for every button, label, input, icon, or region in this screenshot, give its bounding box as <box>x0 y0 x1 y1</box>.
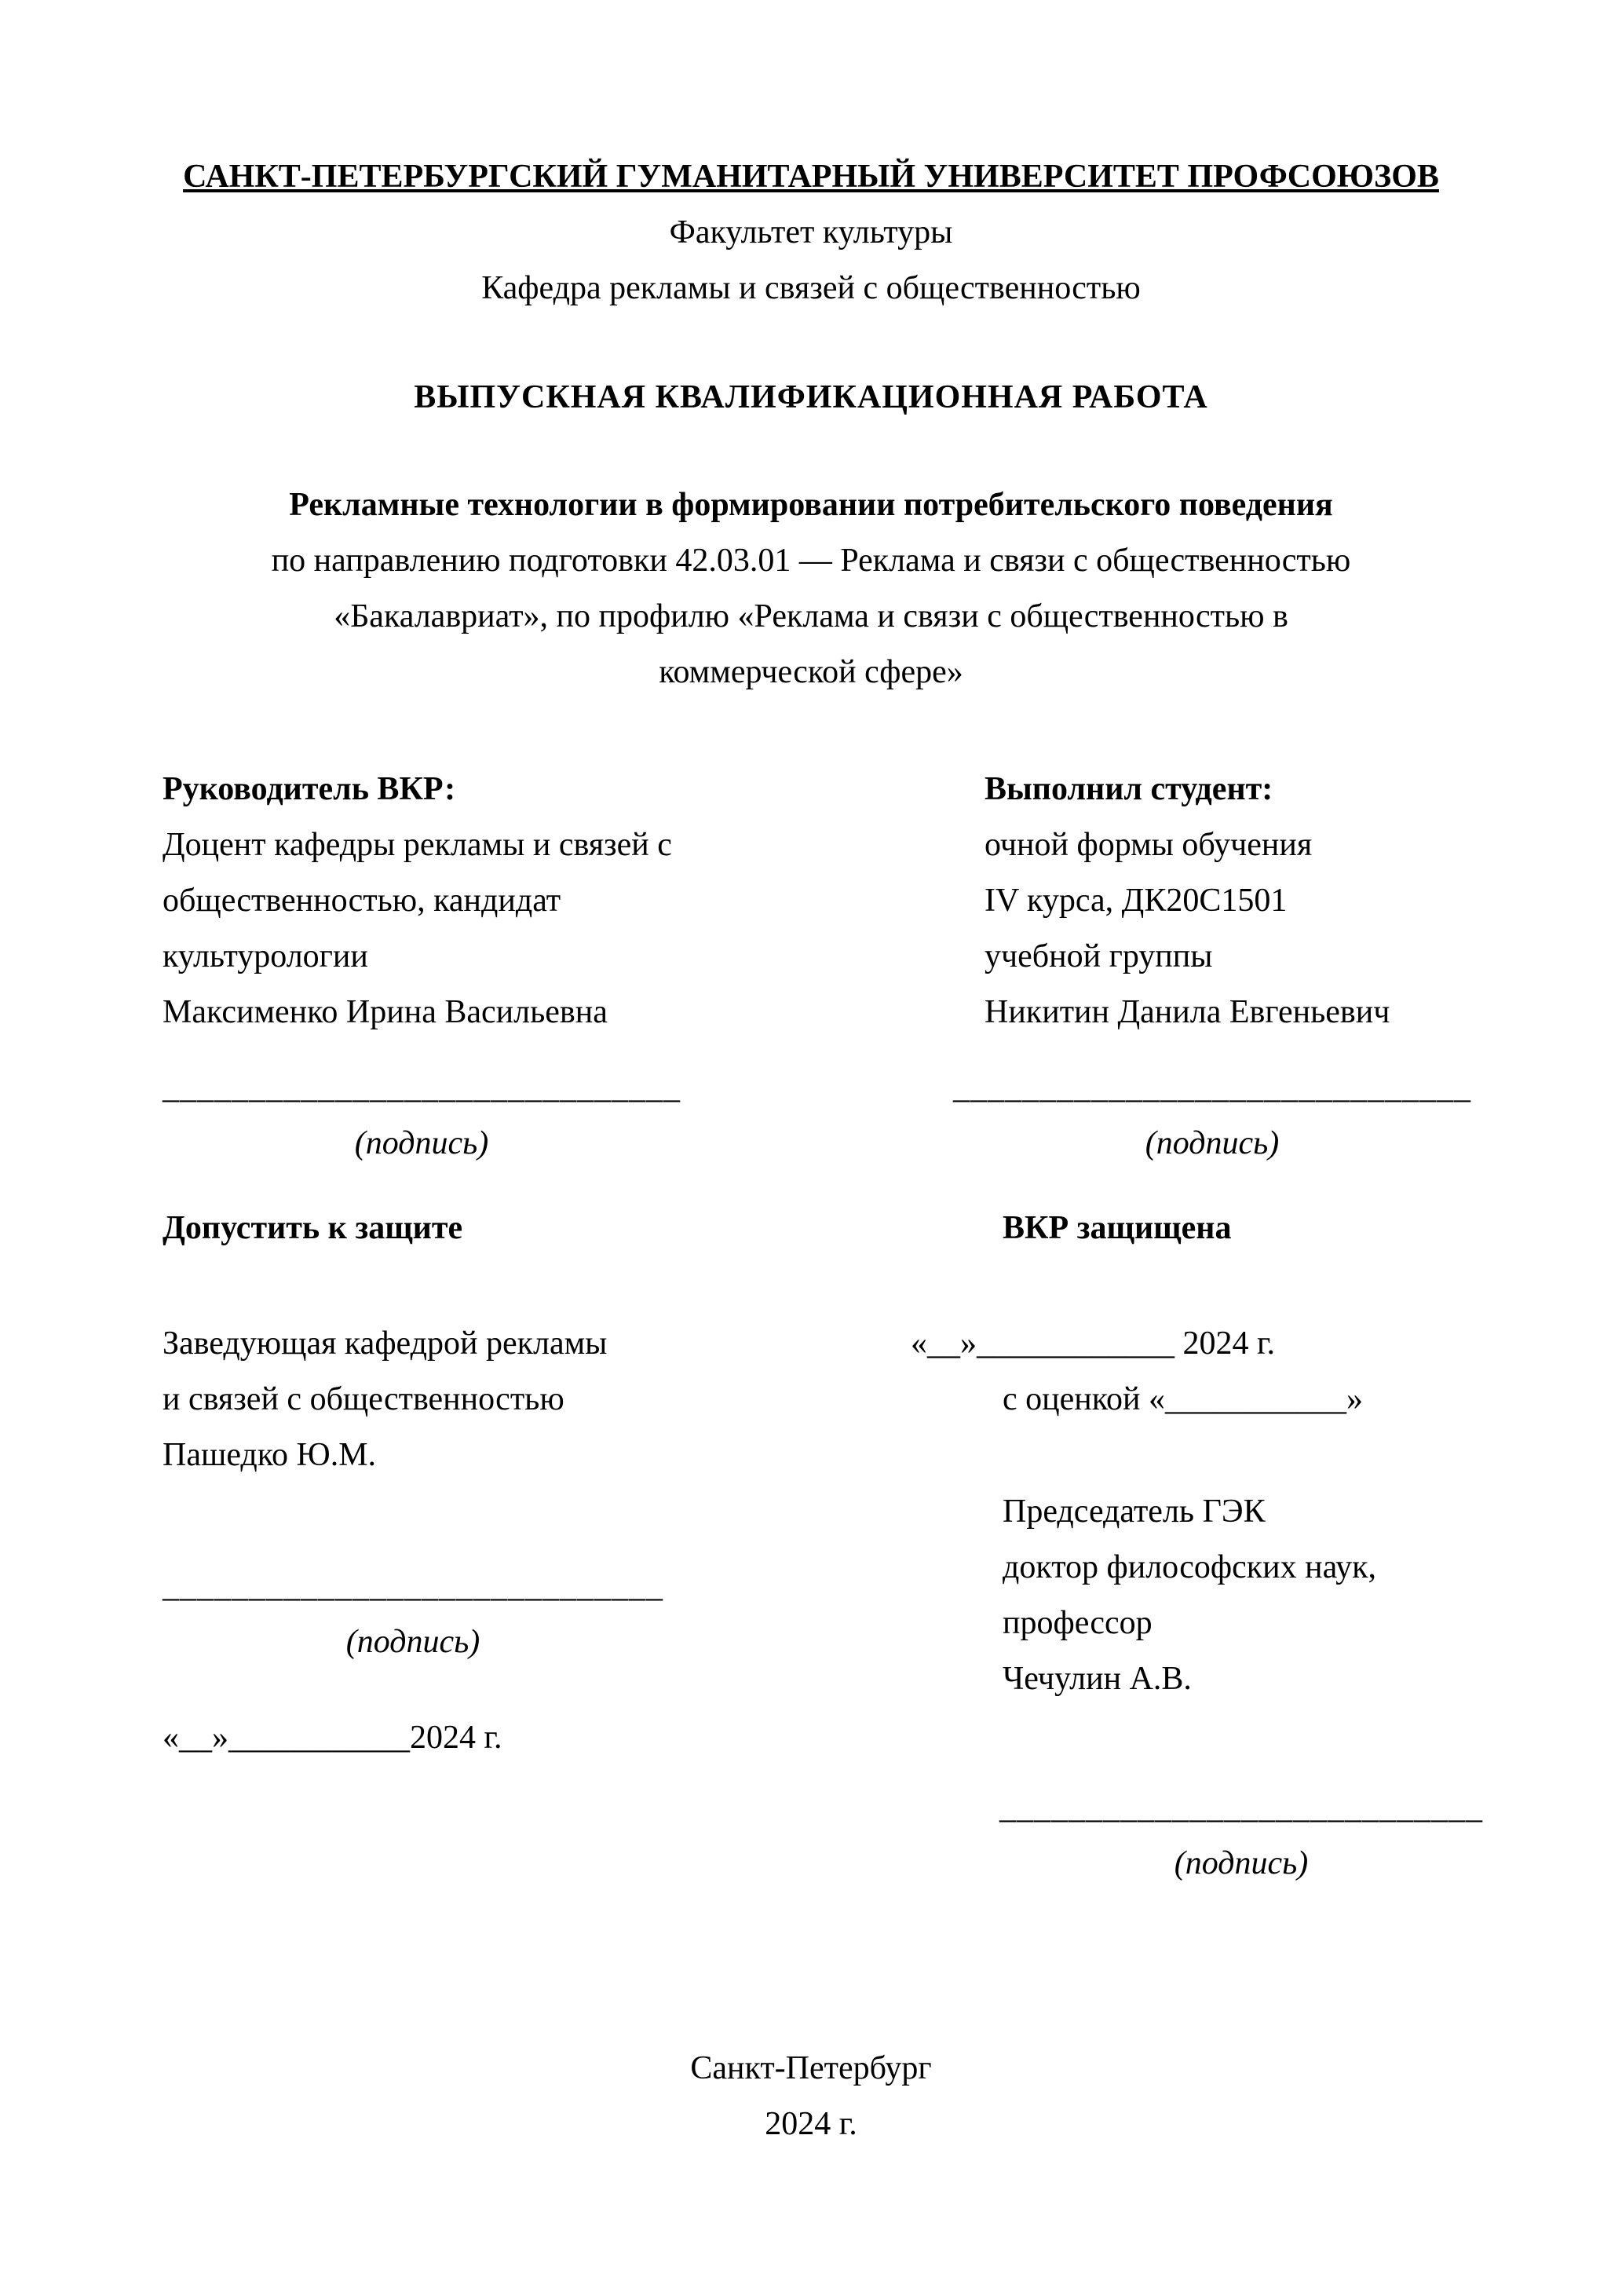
admission-signature-line: _____________________________ <box>163 1568 663 1604</box>
chair-title-line-2: доктор философских наук, <box>1003 1549 1376 1585</box>
footer-year: 2024 г. <box>765 2106 857 2142</box>
admission-line-2: и связей с общественностью <box>163 1381 564 1417</box>
work-title: Рекламные технологии в формировании потребительского поведения <box>289 487 1333 523</box>
footer-city: Санкт-Петербург <box>690 2050 932 2086</box>
chair-title-line-1: Председатель ГЭК <box>1003 1493 1266 1530</box>
work-type-heading: ВЫПУСКНАЯ КВАЛИФИКАЦИОННАЯ РАБОТА <box>414 379 1208 415</box>
student-signature-line: ______________________________ <box>953 1069 1471 1106</box>
document-footer <box>0 2041 1622 2152</box>
supervisor-signature-line: ______________________________ <box>163 1069 681 1106</box>
program-line-1: по направлению подготовки 42.03.01 — Реклама и связи с общественностью <box>271 543 1351 579</box>
student-signature-block <box>953 1060 1471 1172</box>
supervisor-signature-block <box>163 1060 681 1172</box>
department-name: Кафедра рекламы и связей с общественностью <box>481 270 1141 306</box>
chair-name: Чечулин А.В. <box>1003 1661 1192 1697</box>
title-block <box>163 477 1459 700</box>
defense-heading: ВКР защищена <box>1003 1210 1232 1246</box>
student-info-line-3: учебной группы <box>985 938 1213 974</box>
student-heading: Выполнил студент: <box>985 771 1273 807</box>
student-info-line-2: IV курса, ДК20С1501 <box>985 883 1288 919</box>
chair-title-line-3: профессор <box>1003 1605 1153 1641</box>
supervisor-column <box>163 762 911 1766</box>
admission-signature-caption: (подпись) <box>345 1624 480 1660</box>
admission-line-1: Заведующая кафедрой рекламы <box>163 1325 608 1362</box>
student-signature-caption: (подпись) <box>1145 1125 1280 1161</box>
supervisor-name: Максименко Ирина Васильевна <box>163 994 608 1030</box>
supervisor-signature-caption: (подпись) <box>354 1125 489 1161</box>
program-line-2: «Бакалавриат», по профилю «Реклама и связи с общественностью в <box>334 598 1288 634</box>
supervisor-heading: Руководитель ВКР: <box>163 771 456 807</box>
admission-date-line: «__»___________2024 г. <box>163 1720 502 1756</box>
faculty-name: Факультет культуры <box>669 214 953 250</box>
chair-signature-block <box>999 1780 1483 1892</box>
chair-signature-caption: (подпись) <box>1174 1845 1309 1881</box>
supervisor-position-line-1: Доцент кафедры рекламы и связей с <box>163 827 672 863</box>
defense-grade-line: с оценкой «___________» <box>1003 1381 1363 1417</box>
student-column <box>911 762 1483 1892</box>
admission-heading: Допустить к защите <box>163 1210 463 1246</box>
defense-date-line: «__»____________ 2024 г. <box>911 1325 1275 1362</box>
admission-body <box>163 1316 911 1483</box>
chair-signature-line: ____________________________ <box>999 1790 1483 1826</box>
university-name: САНКТ-ПЕТЕРБУРГСКИЙ ГУМАНИТАРНЫЙ УНИВЕРСИТЕТ ПРОФСОЮЗОВ <box>183 159 1439 195</box>
program-line-3: коммерческой сфере» <box>659 654 963 690</box>
student-info-line-1: очной формы обучения <box>985 827 1313 863</box>
signatures-section <box>163 762 1483 1892</box>
committee-chair-block <box>911 1484 1459 1707</box>
document-header <box>163 149 1459 316</box>
supervisor-position-line-2: общественностью, кандидат <box>163 883 561 919</box>
supervisor-position-line-3: культурологии <box>163 938 368 974</box>
admission-signer-name: Пашедко Ю.М. <box>163 1437 377 1473</box>
admission-signature-block <box>163 1559 663 1670</box>
student-name: Никитин Данила Евгеньевич <box>985 994 1390 1030</box>
